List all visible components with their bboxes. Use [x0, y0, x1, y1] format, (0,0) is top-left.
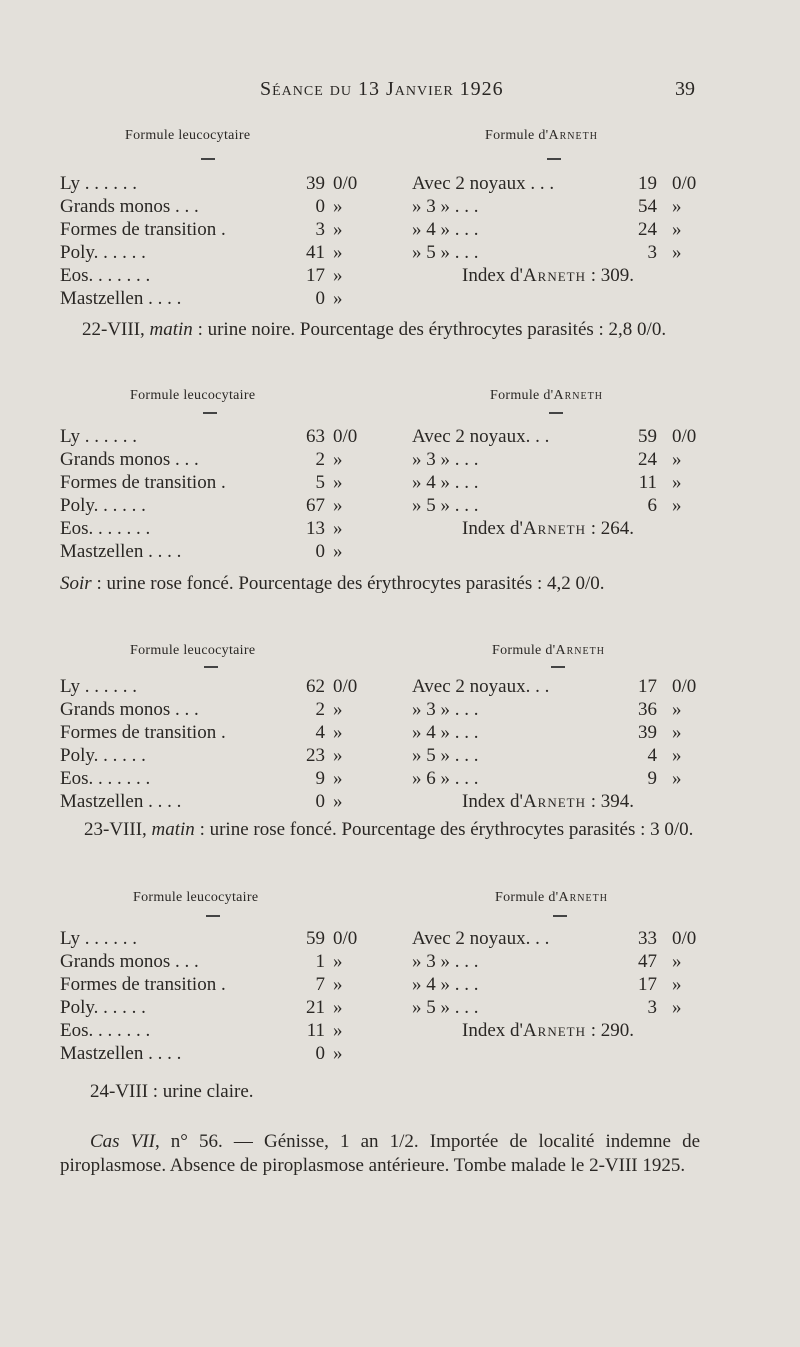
arneth-index: Index d'Arneth : 290.: [462, 1020, 635, 1041]
arneth-index: Index d'Arneth : 264.: [462, 518, 635, 539]
arneth-formula-title: Formule d'Arneth: [492, 643, 605, 658]
leucocyte-formula-title: Formule leucocytaire: [133, 890, 259, 905]
arneth-formula-title: Formule d'Arneth: [495, 890, 608, 905]
table-row: Formes de transition . 5 » » 4 » . . . 11 »: [60, 472, 682, 493]
table-row: Formes de transition . 3 » » 4 » . . . 24 »: [60, 219, 682, 240]
leucocyte-formula-title: Formule leucocytaire: [125, 128, 251, 143]
table-row: Eos. . . . . . . 9 » » 6 » . . . 9 »: [60, 768, 682, 789]
title-rule: [553, 915, 567, 917]
table-row: Mastzellen . . . . 0 »: [60, 541, 343, 562]
paragraph: 23-VIII, matin : urine rose foncé. Pourcentage des érythrocytes parasités : 3 0/0.: [84, 819, 694, 840]
paragraph: 22-VIII, matin : urine noire. Pourcentage des érythrocytes parasités : 2,8 0/0.: [82, 319, 667, 340]
table-row: Mastzellen . . . . 0 »: [60, 1043, 343, 1064]
paragraph: 24-VIII : urine claire.: [90, 1081, 254, 1102]
table-row: Eos. . . . . . . 13 » Index d'Arneth : 264.: [60, 518, 635, 539]
title-rule: [551, 666, 565, 668]
paragraph: Soir : urine rose foncé. Pourcentage des érythrocytes parasités : 4,2 0/0.: [60, 573, 605, 594]
arneth-formula-title: Formule d'Arneth: [490, 388, 603, 403]
table-row: Poly. . . . . . 67 » » 5 » . . . 6 »: [60, 495, 682, 516]
paragraph: Cas VII, n° 56. — Génisse, 1 an 1/2. Importée de localité indemne de piroplasmose. Absence de piroplasmose antérieure. Tombe malade le 2-VIII 1925.: [60, 1131, 700, 1176]
title-rule: [204, 666, 218, 668]
title-rule: [549, 412, 563, 414]
table-row: Ly . . . . . . 62 0/0 Avec 2 noyaux. . . 17 0/0: [60, 676, 697, 697]
title-rule: [547, 158, 561, 160]
title-rule: [201, 158, 215, 160]
table-row: Ly . . . . . . 63 0/0 Avec 2 noyaux. . . 59 0/0: [60, 426, 697, 447]
title-rule: [203, 412, 217, 414]
table-row: Poly. . . . . . 21 » » 5 » . . . 3 »: [60, 997, 682, 1018]
table-row: Grands monos . . . 2 » » 3 » . . . 24 »: [60, 449, 682, 470]
arneth-index: Index d'Arneth : 309.: [462, 265, 635, 286]
table-row: Mastzellen . . . . 0 »: [60, 288, 343, 309]
table-row: Formes de transition . 4 » » 4 » . . . 39 »: [60, 722, 682, 743]
table-row: Ly . . . . . . 39 0/0 Avec 2 noyaux . . . 19 0/0: [60, 173, 697, 194]
arneth-index: Index d'Arneth : 394.: [462, 791, 635, 812]
table-row: Poly. . . . . . 41 » » 5 » . . . 3 »: [60, 242, 682, 263]
table-row: Grands monos . . . 2 » » 3 » . . . 36 »: [60, 699, 682, 720]
page-header: [0, 78, 800, 108]
title-rule: [206, 915, 220, 917]
table-row: Grands monos . . . 0 » » 3 » . . . 54 »: [60, 196, 682, 217]
table-row: Poly. . . . . . 23 » » 5 » . . . 4 »: [60, 745, 682, 766]
leucocyte-formula-title: Formule leucocytaire: [130, 643, 256, 658]
running-head: Séance du 13 Janvier 1926: [260, 78, 504, 100]
table-row: Grands monos . . . 1 » » 3 » . . . 47 »: [60, 951, 682, 972]
page-number: 39: [675, 78, 695, 100]
table-row: Ly . . . . . . 59 0/0 Avec 2 noyaux. . . 33 0/0: [60, 928, 697, 949]
table-row: Formes de transition . 7 » » 4 » . . . 17 »: [60, 974, 682, 995]
table-row: Mastzellen . . . . 0 » Index d'Arneth : 394.: [60, 791, 635, 812]
table-row: Eos. . . . . . . 17 » Index d'Arneth : 309.: [60, 265, 635, 286]
leucocyte-formula-title: Formule leucocytaire: [130, 388, 256, 403]
table-row: Eos. . . . . . . 11 » Index d'Arneth : 290.: [60, 1020, 635, 1041]
arneth-formula-title: Formule d'Arneth: [485, 128, 598, 143]
